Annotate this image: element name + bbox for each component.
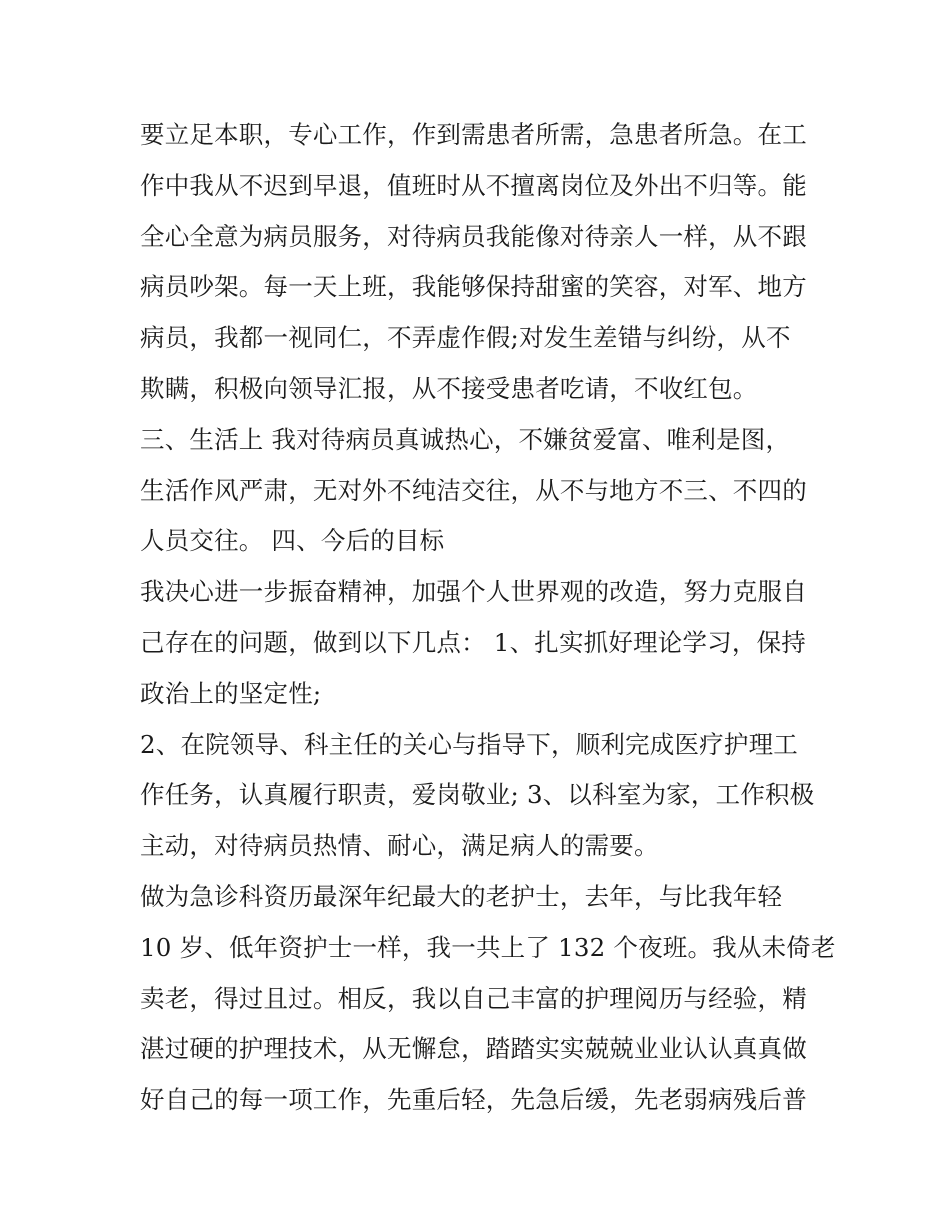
section-heading-line: 三、生活上 我对待病员真诚热心，不嫌贫爱富、唯利是图， [140,424,791,454]
text-line: 卖老，得过且过。相反，我以自己丰富的护理阅历与经验，精 [140,983,807,1013]
text-line: 己存在的问题，做到以下几点： 1、扎实抓好理论学习，保持 [140,627,806,657]
text-line: 生活作风严肃，无对外不纯洁交往，从不与地方不三、不四的 [140,475,807,505]
text-line: 湛过硬的护理技术，从无懈怠，踏踏实实兢兢业业认认真真做 [140,1034,807,1064]
section-heading-line: 人员交往。 四、今后的目标 [140,526,445,556]
text-line: 病员吵架。每一天上班，我能够保持甜蜜的笑容，对军、地方 [140,272,807,302]
text-line: 主动，对待病员热情、耐心，满足病人的需要。 [140,831,659,861]
text-line: 欺瞒，积极向领导汇报，从不接受患者吃请，不收红包。 [140,373,758,403]
text-line: 做为急诊科资历最深年纪最大的老护士，去年，与比我年轻 [140,881,783,911]
text-line: 作任务，认真履行职责，爱岗敬业; 3、以科室为家，工作积极 [140,780,815,810]
text-line: 好自己的每一项工作，先重后轻，先急后缓，先老弱病残后普 [140,1085,807,1115]
text-line: 政治上的坚定性; [140,678,322,708]
text-line: 全心全意为病员服务，对待病员我能像对待亲人一样，从不跟 [140,221,807,251]
body-text [140,110,836,1126]
text-line: 我决心进一步振奋精神，加强个人世界观的改造，努力克服自 [140,577,807,607]
text-line: 要立足本职，专心工作，作到需患者所需，急患者所急。在工 [140,120,807,149]
text-line: 2、在院领导、科主任的关心与指导下，顺利完成医疗护理工 [140,729,798,759]
text-line: 10 岁、低年资护士一样，我一共上了 132 个夜班。我从未倚老 [140,932,836,962]
text-line: 作中我从不迟到早退，值班时从不擅离岗位及外出不归等。能 [140,170,807,200]
text-line: 病员，我都一视同仁，不弄虚作假;对发生差错与纠纷，从不 [140,323,791,353]
